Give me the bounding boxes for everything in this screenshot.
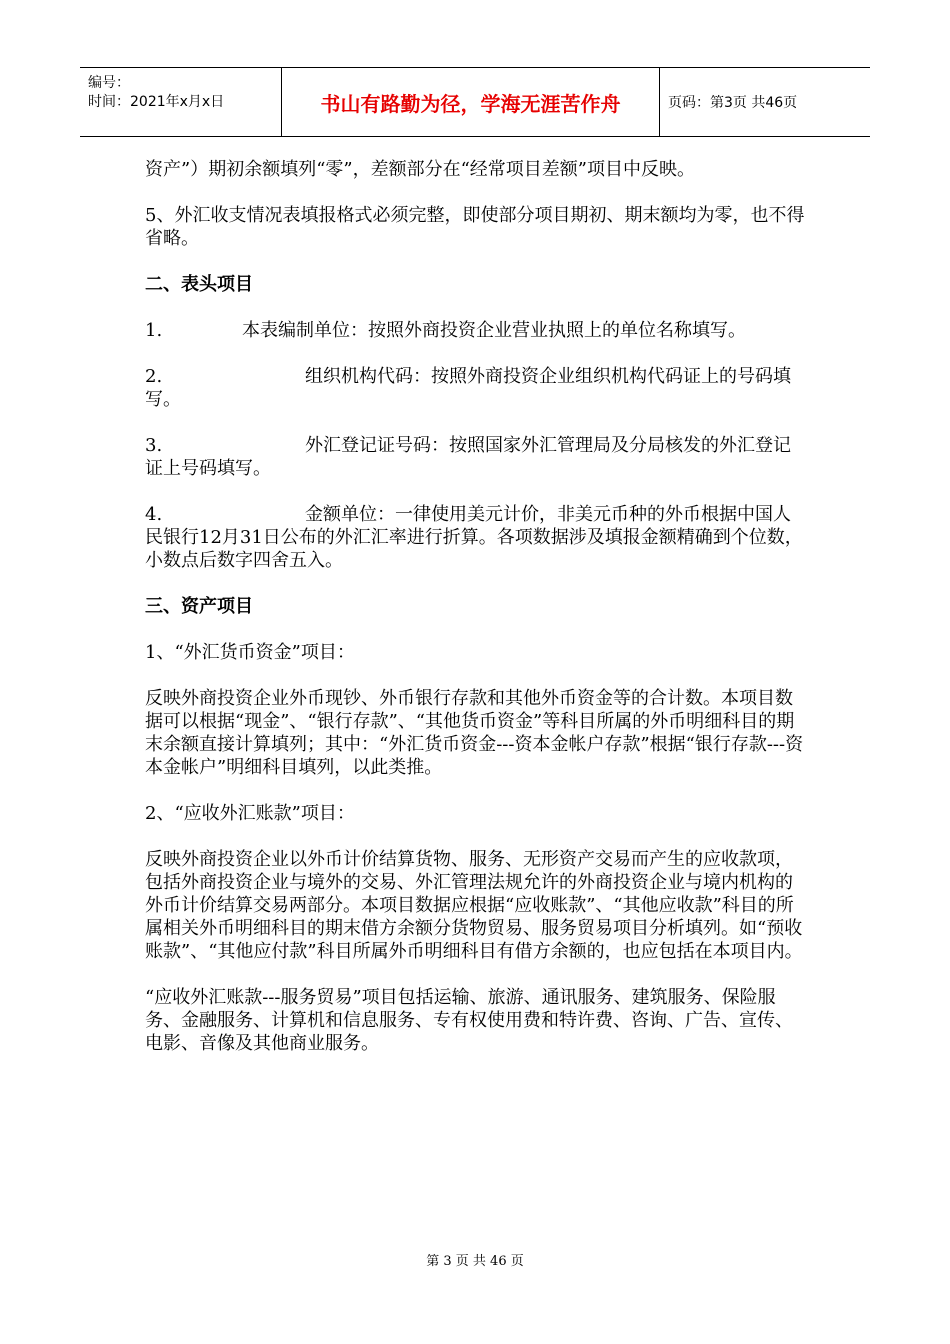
subsection-title: 1、“外汇货币资金”项目： [145,642,355,663]
item-number: 2. [145,366,163,387]
date-label: 时间：2021年x月x日 [88,94,225,110]
item-text: 组织机构代码：按照外商投资企业组织机构代码证上的号码填写。 [145,366,791,410]
item-number: 1. [145,320,163,341]
section-heading: 三、资产项目 [145,596,253,617]
item-text: 外汇登记证号码：按照国家外汇管理局及分局核发的外汇登记证上号码填写。 [145,435,791,479]
header-meta [80,68,282,136]
motto: 书山有路勤为径，学海无涯苦作舟 [320,91,621,116]
list-item [145,365,805,411]
list-item [145,319,805,342]
serial-label: 编号： [88,75,130,91]
item-number: 3. [145,435,163,456]
paragraph: 反映外商投资企业以外币计价结算货物、服务、无形资产交易而产生的应收款项，包括外商投资企业与境外的交易、外汇管理法规允许的外商投资企业与境内机构的外币计价结算交易两部分。本项目数据应根据“应收账款”、“其他应收款”科目的所属相关外币明细科目的期末借方余额分货物贸易、服务贸易项目分析填列。如“预收账款”、“其他应付款”科目所属外币明细科目有借方余额的，也应包括在本项目内。 [145,849,803,962]
item-number: 4. [145,504,163,525]
list-item [145,434,805,480]
subsection-title: 2、“应收外汇账款”项目： [145,803,355,824]
list-item [145,503,805,572]
paragraph: 资产”）期初余额填列“零”，差额部分在“经常项目差额”项目中反映。 [145,159,696,180]
paragraph: 反映外商投资企业外币现钞、外币银行存款和其他外币资金等的合计数。本项目数据可以根据“现金”、“银行存款”、“其他货币资金”等科目所属的外币明细科目的期末余额直接计算填列；其中：“外汇货币资金---资本金帐户存款”根据“银行存款---资本金帐户”明细科目填列，以此类推。 [145,688,804,778]
paragraph: “应收外汇账款---服务贸易”项目包括运输、旅游、通讯服务、建筑服务、保险服务、金融服务、计算机和信息服务、专有权使用费和特许费、咨询、广告、宣传、电影、音像及其他商业服务。 [145,987,793,1054]
page-footer: 第 3 页 共 46 页 [426,1254,524,1269]
item-text: 金额单位：一律使用美元计价，非美元币种的外币根据中国人民银行12月31日公布的外汇汇率进行折算。各项数据涉及填报金额精确到个位数，小数点后数字四舍五入。 [145,504,803,571]
document-body [145,158,805,1055]
header-motto-cell [282,68,660,136]
section-heading: 二、表头项目 [145,274,253,295]
paragraph: 5、外汇收支情况表填报格式必须完整，即使部分项目期初、期末额均为零，也不得省略。 [145,205,805,249]
page-header [80,67,870,137]
item-text: 本表编制单位：按照外商投资企业营业执照上的单位名称填写。 [242,320,746,341]
header-page-info: 页码：第3页 共46页 [668,95,798,111]
